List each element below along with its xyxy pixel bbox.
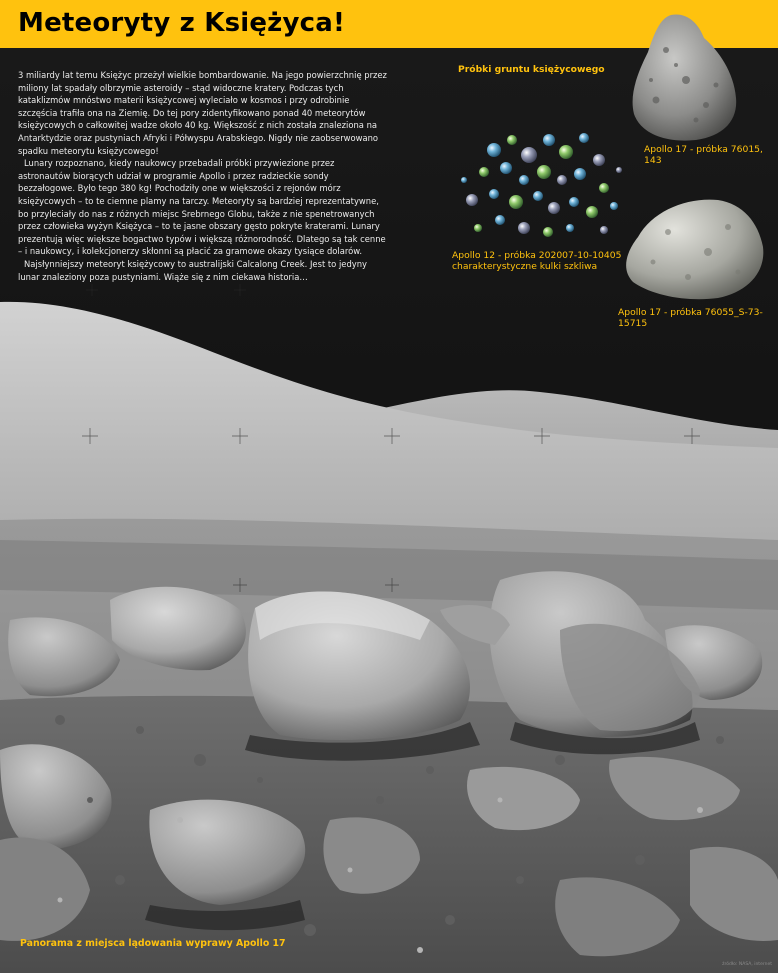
- sample-2-caption: [452, 250, 642, 272]
- page-title: Meteoryty z Księżyca!: [18, 8, 346, 38]
- sample-1-caption: Apollo 17 - próbka 76015, 143: [644, 144, 763, 166]
- sample-rock-76015-image: [626, 10, 741, 145]
- sample-3-caption: Apollo 17 - próbka 76055_S-73-15715: [618, 307, 763, 329]
- sample-rock-76055-image: [618, 192, 768, 304]
- panorama-caption: Panorama z miejsca lądowania wyprawy Apollo 17: [20, 938, 286, 949]
- paragraph-1: 3 miliardy lat temu Księżyc przeżył wielkie bombardowanie. Na jego powierzchnię przez miliony lat spadały olbrzymie asteroidy – stąd widoczne kratery. Podczas tych kataklizmów mnóstwo materii księżycowej wyleciało w kosmos i przy odrobinie szczęścia trafiła ona na Ziemię. Do tej pory zidentyfikowano ponad 40 meteorytów księżycowych o całkowitej wadze około 40 kg. Większość z nich została znaleziona na Antarktydzie oraz pustyniach Afryki i Półwyspu Arabskiego. Nigdy nie zaobserwowano spadku meteorytu księżycowego!: [18, 70, 387, 156]
- image-credit: źródło: NASA, internet: [722, 962, 772, 967]
- glass-beads-12-image: [454, 110, 634, 250]
- sample-2-caption-line-2: charakterystyczne kulki szkliwa: [452, 261, 598, 272]
- article-text: [18, 69, 388, 283]
- samples-heading: Próbki gruntu księżycowego: [458, 64, 605, 75]
- sample-2-caption-line-1: Apollo 12 - próbka 202007-10-10405: [452, 250, 622, 261]
- paragraph-3: Najsłynniejszy meteoryt księżycowy to australijski Calcalong Creek. Jest to jedyny lunar znaleziony poza pustyniami. Wiąże się z nim ciekawa historia…: [18, 258, 367, 282]
- paragraph-2: Lunary rozpoznano, kiedy naukowcy przebadali próbki przywiezione przez astronautów biorących udział w programie Apollo i przez radzieckie sondy bezzałogowe. Było tego 380 kg! Pochodziły one w większości z rejonów mórz księżycowych – to te ciemne plamy na tarczy. Meteoryty są bardziej reprezentatywne, bo przyleciały do nas z różnych miejsc Srebrnego Globu, także z nie spenetrowanych przez człowieka wyżyn Księżyca – to te jasne obszary gęsto pokryte kraterami. Lunary prezentują więc większe bogactwo typów i większą różnorodność. Dlatego są tak cenne – i naukowcy, i kolekcjonerzy skłonni są płacić za gramowe okazy tysiące dolarów.: [18, 158, 386, 257]
